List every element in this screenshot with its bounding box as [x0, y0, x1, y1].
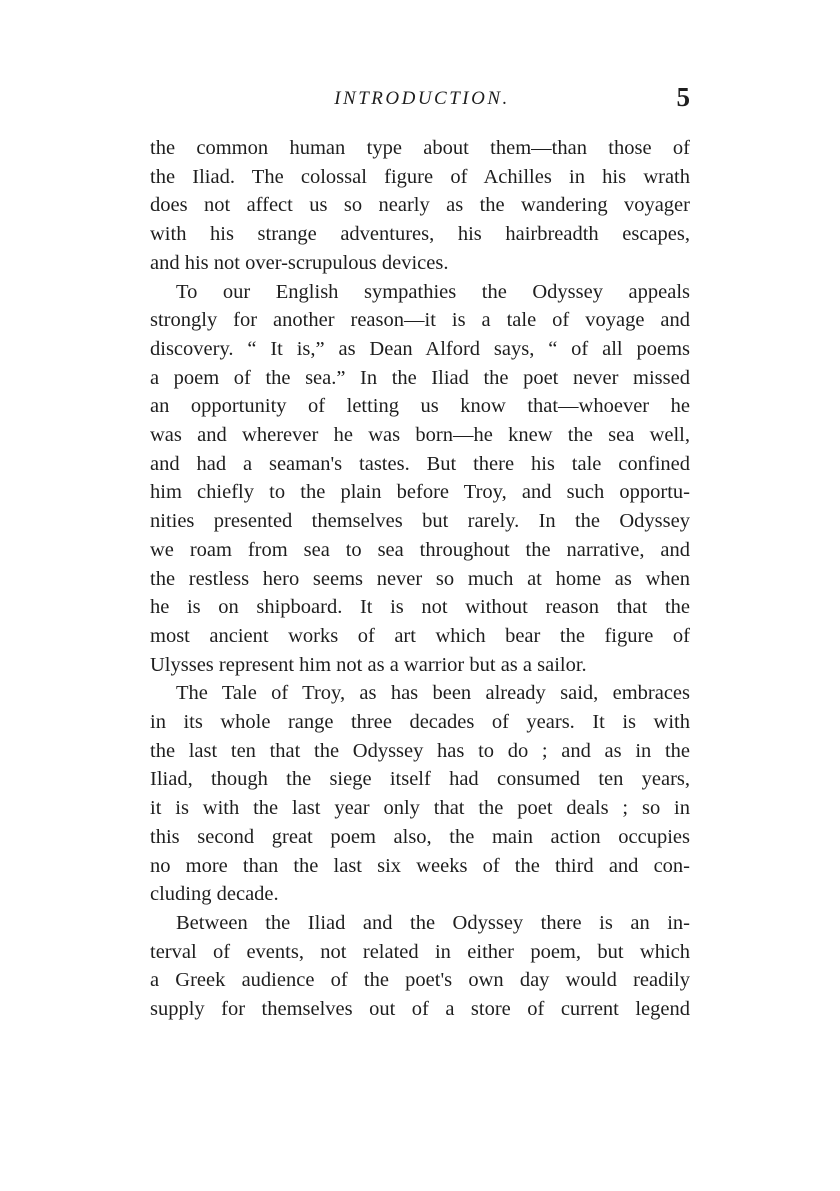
- running-title: INTRODUCTION.: [334, 88, 510, 109]
- text-line: strongly for another reason—it is a tale of voyage and: [150, 309, 690, 332]
- text-line: The Tale of Troy, as has been already said, embraces: [176, 682, 690, 705]
- text-line: this second great poem also, the main action occupies: [150, 825, 690, 848]
- text-line: Ulysses represent him not as a warrior but as a sailor.: [150, 653, 587, 676]
- text-line: he is on shipboard. It is not without reason that the: [150, 596, 690, 619]
- text-line: him chiefly to the plain before Troy, and such opportu-: [150, 481, 690, 504]
- text-line: was and wherever he was born—he knew the sea well,: [150, 424, 690, 447]
- text-line: most ancient works of art which bear the figure of: [150, 624, 690, 647]
- text-line: Iliad, though the siege itself had consumed ten years,: [150, 768, 690, 791]
- text-line: the last ten that the Odyssey has to do ; and as in the: [150, 739, 690, 762]
- text-line: To our English sympathies the Odyssey appeals: [176, 280, 690, 303]
- body-text: [150, 134, 690, 1024]
- text-line: cluding decade.: [150, 883, 279, 906]
- text-line: no more than the last six weeks of the third and con-: [150, 854, 690, 877]
- paragraph: [150, 909, 690, 1024]
- text-line: the restless hero seems never so much at home as when: [150, 567, 690, 590]
- text-line: an opportunity of letting us know that—whoever he: [150, 395, 690, 418]
- text-line: and his not over-scrupulous devices.: [150, 251, 449, 274]
- text-line: supply for themselves out of a store of current legend: [150, 998, 690, 1021]
- text-line: a Greek audience of the poet's own day would readily: [150, 969, 690, 992]
- text-line: we roam from sea to sea throughout the narrative, and: [150, 538, 690, 561]
- paragraph: [150, 278, 690, 680]
- paragraph: [150, 134, 690, 278]
- text-line: and had a seaman's tastes. But there his tale confined: [150, 452, 690, 475]
- text-line: in its whole range three decades of years. It is with: [150, 711, 690, 734]
- text-line: the Iliad. The colossal figure of Achilles in his wrath: [150, 165, 690, 188]
- text-line: terval of events, not related in either poem, but which: [150, 940, 690, 963]
- text-line: nities presented themselves but rarely. In the Odyssey: [150, 510, 690, 533]
- page-number: 5: [676, 82, 690, 112]
- text-line: Between the Iliad and the Odyssey there is an in-: [176, 911, 690, 934]
- paragraph: [150, 679, 690, 909]
- page-header: [150, 80, 694, 120]
- text-line: discovery. “ It is,” as Dean Alford says, “ of all poems: [150, 337, 690, 360]
- text-line: a poem of the sea.” In the Iliad the poet never missed: [150, 366, 690, 389]
- text-line: with his strange adventures, his hairbreadth escapes,: [150, 223, 690, 246]
- text-line: it is with the last year only that the poet deals ; so in: [150, 797, 690, 820]
- text-line: the common human type about them—than those of: [150, 137, 690, 159]
- text-line: does not affect us so nearly as the wandering voyager: [150, 194, 690, 217]
